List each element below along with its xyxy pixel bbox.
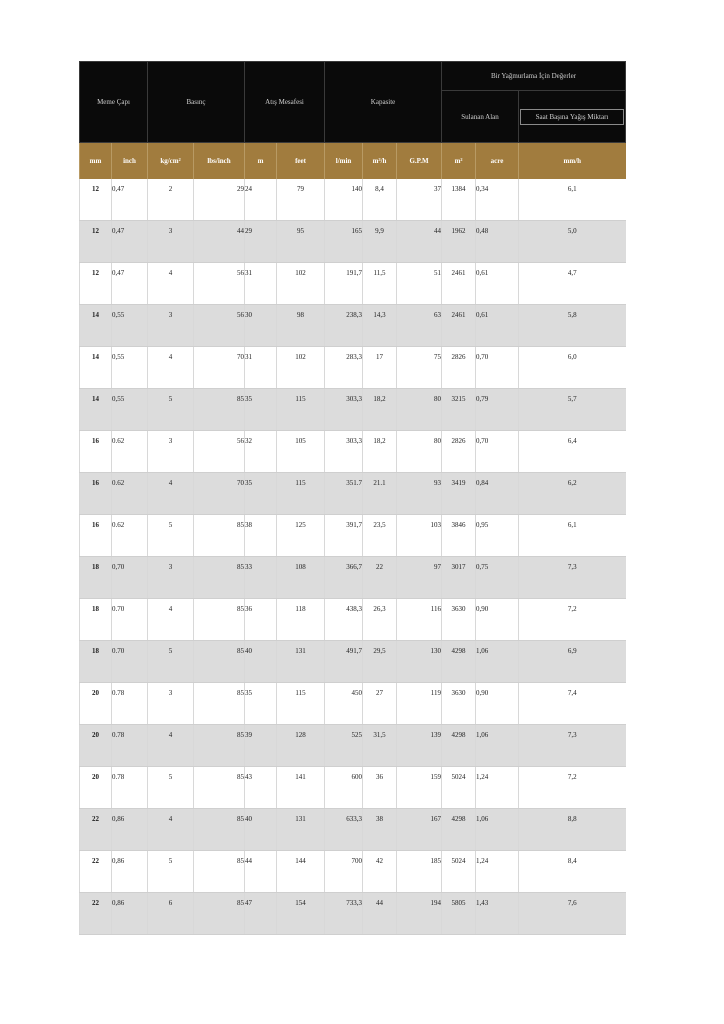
cell-feet: 128 xyxy=(277,725,325,767)
cell-acre: 0,90 xyxy=(476,683,519,725)
cell-m3-h: 14,3 xyxy=(363,305,397,347)
cell-mm: 16 xyxy=(80,473,112,515)
cell-gpm: 194 xyxy=(397,893,442,935)
cell-mm: 16 xyxy=(80,431,112,473)
cell-l-min: 491,7 xyxy=(325,641,363,683)
cell-gpm: 116 xyxy=(397,599,442,641)
table-row xyxy=(80,305,626,347)
cell-feet: 131 xyxy=(277,641,325,683)
cell-lbs-inch: 85 xyxy=(194,725,245,767)
cell-mm: 22 xyxy=(80,893,112,935)
cell-gpm: 51 xyxy=(397,263,442,305)
cell-l-min: 366,7 xyxy=(325,557,363,599)
header-saat-basina-cell xyxy=(519,91,626,143)
cell-lbs-inch: 70 xyxy=(194,347,245,389)
cell-gpm: 97 xyxy=(397,557,442,599)
cell-kg-cm2: 4 xyxy=(148,473,194,515)
cell-m3-h: 27 xyxy=(363,683,397,725)
cell-m3-h: 31,5 xyxy=(363,725,397,767)
cell-m3-h: 11,5 xyxy=(363,263,397,305)
table-row xyxy=(80,473,626,515)
cell-lbs-inch: 85 xyxy=(194,683,245,725)
cell-m3-h: 44 xyxy=(363,893,397,935)
cell-l-min: 700 xyxy=(325,851,363,893)
table-row xyxy=(80,263,626,305)
cell-acre: 1,24 xyxy=(476,851,519,893)
header-atis-mesafesi: Atış Mesafesi xyxy=(245,62,325,143)
cell-acre: 1,06 xyxy=(476,641,519,683)
cell-mm-h: 7,2 xyxy=(519,767,626,809)
cell-m2: 3630 xyxy=(442,599,476,641)
unit-inch: inch xyxy=(112,143,148,180)
cell-m2: 2461 xyxy=(442,305,476,347)
cell-mm-h: 8,4 xyxy=(519,851,626,893)
cell-mm: 14 xyxy=(80,389,112,431)
cell-kg-cm2: 6 xyxy=(148,893,194,935)
cell-inch: 0.70 xyxy=(112,599,148,641)
cell-lbs-inch: 85 xyxy=(194,515,245,557)
table-row xyxy=(80,389,626,431)
cell-gpm: 185 xyxy=(397,851,442,893)
cell-mm-h: 7,2 xyxy=(519,599,626,641)
table-row xyxy=(80,557,626,599)
table-row xyxy=(80,683,626,725)
header-meme-capi: Meme Çapı xyxy=(80,62,148,143)
cell-m2: 3630 xyxy=(442,683,476,725)
cell-mm-h: 6,1 xyxy=(519,515,626,557)
cell-m: 24 xyxy=(245,179,277,221)
cell-feet: 115 xyxy=(277,389,325,431)
table-row xyxy=(80,221,626,263)
cell-m3-h: 18,2 xyxy=(363,431,397,473)
cell-kg-cm2: 4 xyxy=(148,725,194,767)
cell-m: 43 xyxy=(245,767,277,809)
cell-m: 35 xyxy=(245,473,277,515)
cell-l-min: 351.7 xyxy=(325,473,363,515)
table-row xyxy=(80,767,626,809)
cell-feet: 154 xyxy=(277,893,325,935)
cell-lbs-inch: 85 xyxy=(194,641,245,683)
cell-m2: 2826 xyxy=(442,431,476,473)
header-basinc: Basınç xyxy=(148,62,245,143)
cell-inch: 0.78 xyxy=(112,725,148,767)
cell-m3-h: 8,4 xyxy=(363,179,397,221)
cell-m2: 4298 xyxy=(442,809,476,851)
cell-mm: 18 xyxy=(80,599,112,641)
cell-m3-h: 23,5 xyxy=(363,515,397,557)
cell-l-min: 238,3 xyxy=(325,305,363,347)
table-row xyxy=(80,725,626,767)
cell-m: 38 xyxy=(245,515,277,557)
cell-m2: 3215 xyxy=(442,389,476,431)
cell-m: 30 xyxy=(245,305,277,347)
cell-m3-h: 17 xyxy=(363,347,397,389)
cell-m2: 5024 xyxy=(442,851,476,893)
cell-acre: 0,90 xyxy=(476,599,519,641)
cell-m2: 1962 xyxy=(442,221,476,263)
cell-mm-h: 5,0 xyxy=(519,221,626,263)
cell-inch: 0,70 xyxy=(112,557,148,599)
header-sulanan-alan: Sulanan Alan xyxy=(442,91,519,143)
cell-mm-h: 6,1 xyxy=(519,179,626,221)
cell-inch: 0.62 xyxy=(112,473,148,515)
header-saat-basina: Saat Başına Yağış Miktarı xyxy=(520,109,624,125)
cell-m2: 3846 xyxy=(442,515,476,557)
cell-feet: 125 xyxy=(277,515,325,557)
sprinkler-table xyxy=(79,61,626,935)
cell-mm-h: 8,8 xyxy=(519,809,626,851)
cell-mm-h: 6,2 xyxy=(519,473,626,515)
unit-kg-cm2: kg/cm² xyxy=(148,143,194,180)
cell-l-min: 391,7 xyxy=(325,515,363,557)
cell-l-min: 438,3 xyxy=(325,599,363,641)
cell-lbs-inch: 85 xyxy=(194,389,245,431)
cell-inch: 0,47 xyxy=(112,221,148,263)
cell-gpm: 167 xyxy=(397,809,442,851)
cell-mm-h: 7,6 xyxy=(519,893,626,935)
cell-lbs-inch: 85 xyxy=(194,767,245,809)
cell-gpm: 80 xyxy=(397,389,442,431)
table-body xyxy=(80,179,626,935)
cell-m3-h: 36 xyxy=(363,767,397,809)
unit-acre: acre xyxy=(476,143,519,180)
cell-inch: 0.62 xyxy=(112,431,148,473)
cell-kg-cm2: 5 xyxy=(148,515,194,557)
cell-acre: 0,61 xyxy=(476,305,519,347)
cell-m: 31 xyxy=(245,263,277,305)
cell-l-min: 140 xyxy=(325,179,363,221)
cell-lbs-inch: 85 xyxy=(194,599,245,641)
header-bir-yagmurlama: Bir Yağmurlama İçin Değerler xyxy=(442,62,626,91)
cell-kg-cm2: 4 xyxy=(148,599,194,641)
cell-l-min: 450 xyxy=(325,683,363,725)
table-row xyxy=(80,641,626,683)
table-row xyxy=(80,851,626,893)
cell-m: 31 xyxy=(245,347,277,389)
cell-m2: 3017 xyxy=(442,557,476,599)
cell-lbs-inch: 56 xyxy=(194,431,245,473)
cell-acre: 0,70 xyxy=(476,347,519,389)
cell-inch: 0.78 xyxy=(112,683,148,725)
cell-l-min: 165 xyxy=(325,221,363,263)
cell-inch: 0,47 xyxy=(112,179,148,221)
cell-lbs-inch: 44 xyxy=(194,221,245,263)
cell-feet: 105 xyxy=(277,431,325,473)
cell-inch: 0,55 xyxy=(112,389,148,431)
cell-m2: 5024 xyxy=(442,767,476,809)
cell-m: 40 xyxy=(245,641,277,683)
cell-feet: 102 xyxy=(277,347,325,389)
cell-acre: 0,34 xyxy=(476,179,519,221)
cell-l-min: 303,3 xyxy=(325,431,363,473)
cell-mm: 22 xyxy=(80,851,112,893)
cell-lbs-inch: 70 xyxy=(194,473,245,515)
cell-acre: 0,75 xyxy=(476,557,519,599)
cell-m: 40 xyxy=(245,809,277,851)
cell-mm: 22 xyxy=(80,809,112,851)
unit-gpm: G.P.M xyxy=(397,143,442,180)
cell-m3-h: 21.1 xyxy=(363,473,397,515)
cell-gpm: 93 xyxy=(397,473,442,515)
cell-kg-cm2: 3 xyxy=(148,557,194,599)
cell-l-min: 633,3 xyxy=(325,809,363,851)
cell-mm: 12 xyxy=(80,263,112,305)
cell-l-min: 600 xyxy=(325,767,363,809)
cell-mm-h: 7,3 xyxy=(519,557,626,599)
cell-kg-cm2: 2 xyxy=(148,179,194,221)
cell-inch: 0,55 xyxy=(112,305,148,347)
table-row xyxy=(80,515,626,557)
cell-acre: 0,84 xyxy=(476,473,519,515)
table-row xyxy=(80,809,626,851)
cell-inch: 0,55 xyxy=(112,347,148,389)
cell-mm-h: 7,4 xyxy=(519,683,626,725)
cell-m: 32 xyxy=(245,431,277,473)
cell-m: 29 xyxy=(245,221,277,263)
table-row xyxy=(80,347,626,389)
cell-lbs-inch: 85 xyxy=(194,851,245,893)
cell-kg-cm2: 4 xyxy=(148,263,194,305)
cell-inch: 0,86 xyxy=(112,851,148,893)
cell-m3-h: 9,9 xyxy=(363,221,397,263)
cell-mm-h: 6,9 xyxy=(519,641,626,683)
cell-acre: 1,06 xyxy=(476,809,519,851)
unit-mm-h: mm/h xyxy=(519,143,626,180)
cell-kg-cm2: 5 xyxy=(148,851,194,893)
cell-mm-h: 4,7 xyxy=(519,263,626,305)
cell-mm: 20 xyxy=(80,725,112,767)
cell-gpm: 44 xyxy=(397,221,442,263)
cell-m: 35 xyxy=(245,683,277,725)
cell-m3-h: 42 xyxy=(363,851,397,893)
header-row-top xyxy=(80,62,626,91)
cell-gpm: 103 xyxy=(397,515,442,557)
cell-gpm: 37 xyxy=(397,179,442,221)
cell-lbs-inch: 56 xyxy=(194,305,245,347)
cell-feet: 98 xyxy=(277,305,325,347)
cell-mm-h: 6,0 xyxy=(519,347,626,389)
cell-l-min: 283,3 xyxy=(325,347,363,389)
cell-m2: 2461 xyxy=(442,263,476,305)
cell-acre: 0,70 xyxy=(476,431,519,473)
cell-m3-h: 38 xyxy=(363,809,397,851)
cell-feet: 141 xyxy=(277,767,325,809)
cell-inch: 0.78 xyxy=(112,767,148,809)
unit-lbs-inch: lbs/inch xyxy=(194,143,245,180)
cell-lbs-inch: 29 xyxy=(194,179,245,221)
cell-m: 35 xyxy=(245,389,277,431)
cell-kg-cm2: 5 xyxy=(148,641,194,683)
cell-mm-h: 6,4 xyxy=(519,431,626,473)
cell-feet: 115 xyxy=(277,683,325,725)
cell-l-min: 191,7 xyxy=(325,263,363,305)
cell-m3-h: 26,3 xyxy=(363,599,397,641)
cell-gpm: 130 xyxy=(397,641,442,683)
cell-inch: 0,86 xyxy=(112,893,148,935)
cell-feet: 115 xyxy=(277,473,325,515)
cell-inch: 0.62 xyxy=(112,515,148,557)
cell-acre: 0,61 xyxy=(476,263,519,305)
table-row xyxy=(80,893,626,935)
cell-m3-h: 29,5 xyxy=(363,641,397,683)
cell-feet: 131 xyxy=(277,809,325,851)
cell-mm-h: 5,7 xyxy=(519,389,626,431)
cell-acre: 0,95 xyxy=(476,515,519,557)
unit-mm: mm xyxy=(80,143,112,180)
cell-l-min: 525 xyxy=(325,725,363,767)
cell-m: 33 xyxy=(245,557,277,599)
cell-gpm: 119 xyxy=(397,683,442,725)
unit-m2: m² xyxy=(442,143,476,180)
cell-l-min: 303,3 xyxy=(325,389,363,431)
cell-mm-h: 7,3 xyxy=(519,725,626,767)
cell-m2: 5805 xyxy=(442,893,476,935)
cell-kg-cm2: 3 xyxy=(148,305,194,347)
cell-mm: 16 xyxy=(80,515,112,557)
cell-mm: 14 xyxy=(80,305,112,347)
cell-m2: 3419 xyxy=(442,473,476,515)
cell-m: 39 xyxy=(245,725,277,767)
cell-mm: 18 xyxy=(80,557,112,599)
cell-acre: 1,43 xyxy=(476,893,519,935)
cell-mm: 14 xyxy=(80,347,112,389)
cell-feet: 102 xyxy=(277,263,325,305)
cell-gpm: 159 xyxy=(397,767,442,809)
cell-kg-cm2: 4 xyxy=(148,809,194,851)
cell-acre: 0,79 xyxy=(476,389,519,431)
cell-gpm: 80 xyxy=(397,431,442,473)
cell-mm: 20 xyxy=(80,767,112,809)
unit-l-min: l/min xyxy=(325,143,363,180)
cell-kg-cm2: 3 xyxy=(148,683,194,725)
cell-m2: 2826 xyxy=(442,347,476,389)
cell-feet: 118 xyxy=(277,599,325,641)
unit-row xyxy=(80,143,626,180)
cell-lbs-inch: 56 xyxy=(194,263,245,305)
cell-m: 36 xyxy=(245,599,277,641)
unit-feet: feet xyxy=(277,143,325,180)
cell-gpm: 63 xyxy=(397,305,442,347)
cell-gpm: 139 xyxy=(397,725,442,767)
cell-inch: 0,86 xyxy=(112,809,148,851)
cell-mm: 12 xyxy=(80,179,112,221)
cell-feet: 79 xyxy=(277,179,325,221)
cell-m3-h: 18,2 xyxy=(363,389,397,431)
cell-inch: 0,47 xyxy=(112,263,148,305)
cell-lbs-inch: 85 xyxy=(194,809,245,851)
cell-feet: 95 xyxy=(277,221,325,263)
cell-m2: 4298 xyxy=(442,725,476,767)
cell-kg-cm2: 3 xyxy=(148,221,194,263)
table-row xyxy=(80,599,626,641)
header-kapasite: Kapasite xyxy=(325,62,442,143)
cell-m: 47 xyxy=(245,893,277,935)
cell-feet: 108 xyxy=(277,557,325,599)
cell-acre: 1,06 xyxy=(476,725,519,767)
cell-lbs-inch: 85 xyxy=(194,557,245,599)
cell-lbs-inch: 85 xyxy=(194,893,245,935)
cell-kg-cm2: 4 xyxy=(148,347,194,389)
unit-m3-h: m³/h xyxy=(363,143,397,180)
cell-mm-h: 5,8 xyxy=(519,305,626,347)
cell-kg-cm2: 5 xyxy=(148,767,194,809)
unit-m: m xyxy=(245,143,277,180)
cell-kg-cm2: 5 xyxy=(148,389,194,431)
cell-gpm: 75 xyxy=(397,347,442,389)
cell-m3-h: 22 xyxy=(363,557,397,599)
cell-mm: 12 xyxy=(80,221,112,263)
cell-mm: 20 xyxy=(80,683,112,725)
table-row xyxy=(80,431,626,473)
table-row xyxy=(80,179,626,221)
cell-m: 44 xyxy=(245,851,277,893)
cell-mm: 18 xyxy=(80,641,112,683)
cell-kg-cm2: 3 xyxy=(148,431,194,473)
cell-inch: 0.70 xyxy=(112,641,148,683)
cell-l-min: 733,3 xyxy=(325,893,363,935)
cell-feet: 144 xyxy=(277,851,325,893)
cell-m2: 4298 xyxy=(442,641,476,683)
cell-acre: 1,24 xyxy=(476,767,519,809)
cell-acre: 0,48 xyxy=(476,221,519,263)
cell-m2: 1384 xyxy=(442,179,476,221)
